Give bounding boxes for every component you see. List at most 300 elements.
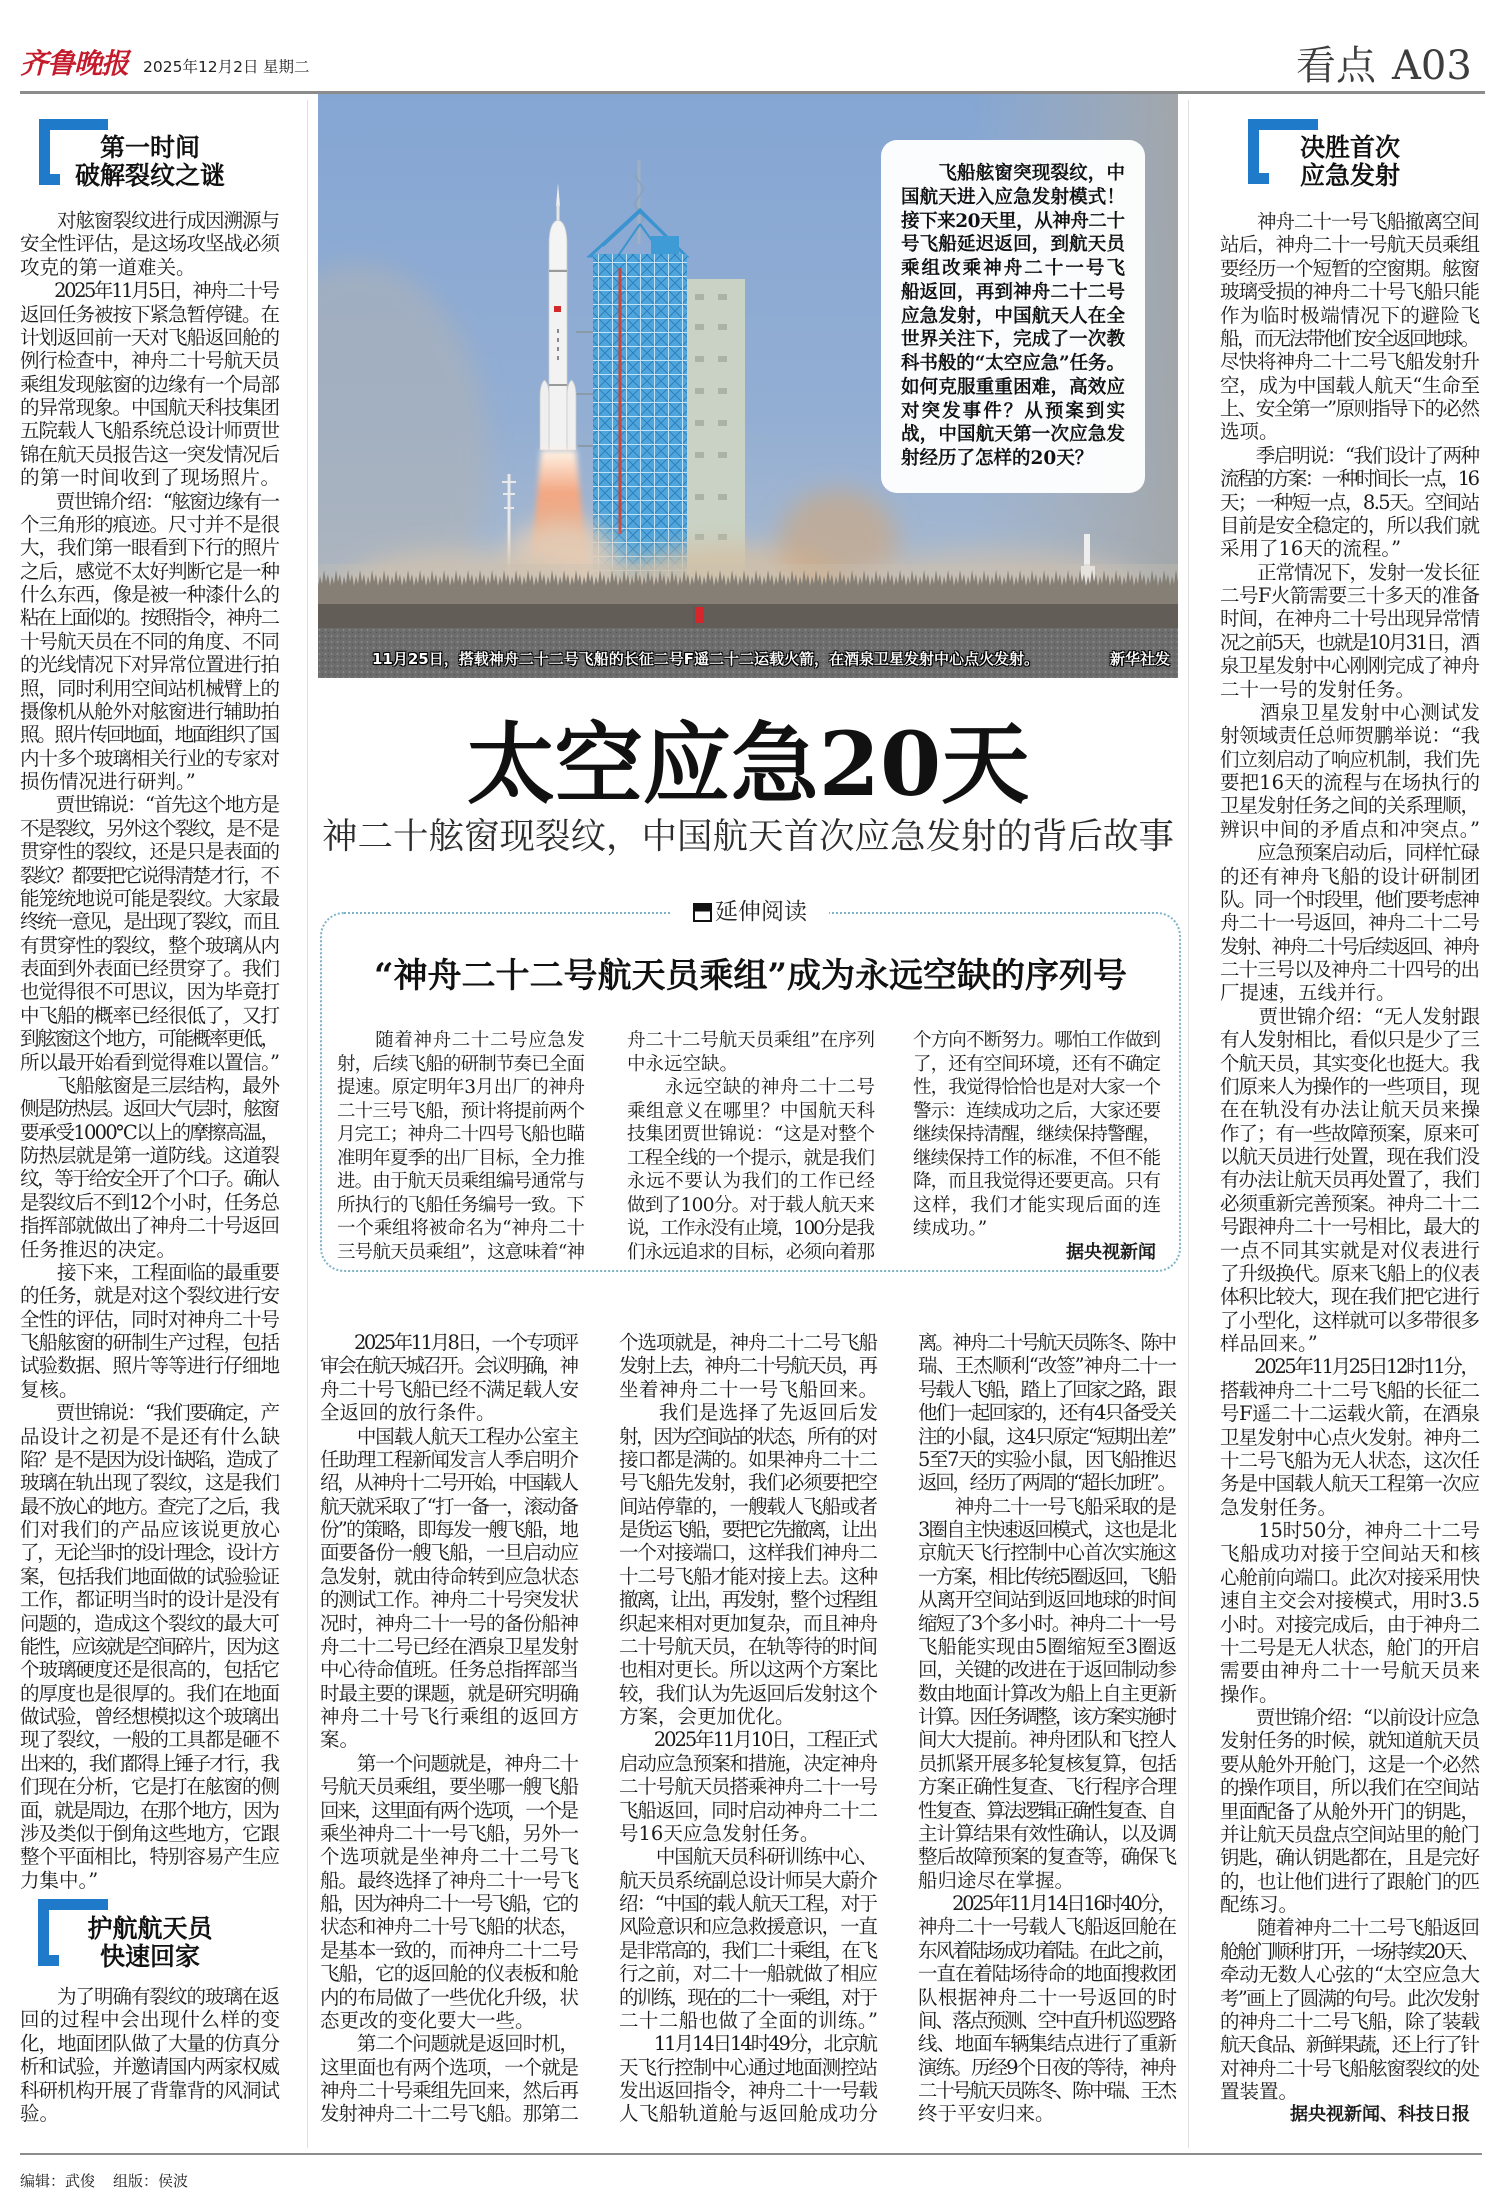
text-line: 有贯穿性的裂纹，整个玻璃从内 — [20, 933, 279, 957]
editor-credit: 编辑：武俊 — [20, 2172, 96, 2190]
text-line: 对神舟二十号飞船舷窗裂纹的处 — [1220, 2056, 1479, 2080]
text-line: 第二个问题就是返回时机， — [320, 2032, 578, 2056]
text-line: 选项。 — [1220, 420, 1279, 444]
text-line: 全性的评估，同时对神舟二十号 — [20, 1307, 279, 1331]
text-line: 终于平安归来。 — [918, 2102, 1055, 2126]
text-line: 尽快将神舟二十二号飞船发射升 — [1220, 350, 1479, 374]
text-line: 案，包括我们地面做的试验验证 — [20, 1564, 279, 1588]
extended-reading-source: 据央视新闻 — [1066, 1241, 1156, 1263]
extended-reading-label — [671, 898, 829, 926]
text-line: 计算。因任务调整，该方案实施时 — [918, 1705, 1175, 1728]
text-line: 接下来20天里，从神舟二十 — [901, 210, 1125, 232]
reading-icon — [693, 903, 712, 922]
text-line: 神舟二十一号飞船采取的是 — [918, 1494, 1176, 1518]
text-line: 在在轨没有办法让航天员来操 — [1220, 1098, 1481, 1122]
issue-weekday: 星期二 — [263, 58, 310, 76]
text-line: 了小型化，这样就可以多带很多 — [1220, 1308, 1479, 1332]
text-line: 间站停靠的，一艘载人飞船或者 — [619, 1494, 877, 1518]
text-line: 乘组意义在哪里？中国航天科 — [627, 1100, 876, 1122]
text-line: 所执行的飞船任务编号一致。下 — [337, 1194, 585, 1216]
text-line: 他们一起回家的，还有4只备受关 — [918, 1401, 1176, 1425]
layout-credit: 组版：侯波 — [113, 2172, 189, 2190]
text-line: 五院载人飞船系统总设计师贾世 — [20, 419, 279, 443]
text-line: 贾世锦介绍：“以前设计应急 — [1220, 1706, 1479, 1729]
text-line: 人飞船轨道舱与返回舱成功分 — [619, 2102, 879, 2126]
text-line: 乘组改乘神舟二十一号飞 — [901, 258, 1128, 279]
text-line: 天；一种短一点，8.5天。空间站 — [1220, 490, 1479, 514]
text-line: 贾世锦介绍：“舷窗边缘有一 — [20, 489, 279, 513]
text-line: 们永远追求的目标，必须向着那 — [627, 1241, 875, 1263]
text-line: 个选项就是，神舟二十二号飞船 — [619, 1331, 877, 1354]
text-line: 小时。对接完成后，由于神舟二 — [1220, 1612, 1479, 1636]
text-line: 摄像机从舱外对舷窗进行辅助拍 — [20, 699, 279, 723]
text-line: 船，而无法带他们安全返回地球。 — [1220, 326, 1478, 350]
text-line: 的，也让他们进行了跟舱门的匹 — [1220, 1869, 1479, 1893]
text-line: 是货运飞船，要把它先撤离，让出 — [619, 1518, 876, 1541]
article-body-column-1 — [320, 1331, 579, 2126]
text-line: 我们是选择了先返回后发 — [619, 1401, 879, 1425]
text-line: 船，因为神舟二十一号飞船，它的 — [320, 1892, 577, 1915]
text-line: 一直在着陆场待命的地面搜救团 — [918, 1962, 1176, 1986]
text-line: 内的布局做了一些优化升级，状 — [320, 1985, 578, 2009]
text-line: 主计算结果有效性确认，以及调 — [918, 1821, 1176, 1845]
text-line: 任助理工程新闻发言人季启明介 — [320, 1447, 578, 1471]
text-line: 射经历了怎样的20天？ — [901, 448, 1094, 469]
text-line: 要从舱外开舱门，这是一个必然 — [1220, 1752, 1479, 1776]
text-line: 二十号航天员搭乘神舟二十一号 — [619, 1775, 877, 1799]
text-line: 警示：连续成功之后，大家还要 — [913, 1100, 1161, 1122]
text-line: 安全性评估，是这场攻坚战必须 — [20, 232, 279, 256]
text-line: 必须重新完善预案。神舟二十二 — [1220, 1191, 1479, 1215]
text-line: 们对我们的产品应该说更放心 — [20, 1518, 281, 1541]
text-line: 风险意识和应急救援意识，一直 — [619, 1915, 877, 1939]
text-line: 析和试验，并邀请国内两家权威 — [20, 2055, 279, 2079]
text-line: 号跟神舟二十一号相比，最大的 — [1220, 1215, 1479, 1239]
text-line: 东风着陆场成功着陆。在此之前， — [918, 1938, 1175, 1962]
text-line: 神舟二十号飞行乘组的返回方 — [320, 1705, 580, 1728]
text-line: 舟二十二号航天员乘组”在序列 — [627, 1030, 875, 1051]
text-line: 内十多个玻璃相关行业的专家对 — [20, 746, 279, 770]
text-line: 为了明确有裂纹的玻璃在返 — [20, 1985, 279, 2008]
text-line: 的神舟二十二号飞船，除了装载 — [1220, 2009, 1479, 2033]
text-line: 京航天飞行控制中心首次实施这 — [918, 1541, 1176, 1565]
text-line: 月完工；神舟二十四号飞船也瞄 — [337, 1124, 585, 1145]
text-line: 能笼统地说可能是裂纹。大家最 — [20, 886, 279, 910]
text-line: 务是中国载人航天工程第一次应 — [1220, 1472, 1479, 1496]
text-line: 面，就是周边，在那个地方，因为 — [20, 1798, 278, 1822]
text-line: 3圈自主快速返回模式，这也是北 — [918, 1518, 1176, 1541]
text-line: 间、落点预测、空中直升机巡逻路 — [918, 2008, 1175, 2032]
section-heading-escort-home — [20, 1915, 280, 1971]
text-line: 科书般的“太空应急”任务。 — [901, 353, 1125, 374]
text-line: 案。 — [320, 1728, 360, 1752]
text-line: 以航天员进行处置，现在我们没 — [1220, 1145, 1479, 1168]
text-line: 队根据神舟二十一号返回的时 — [918, 1985, 1178, 2009]
text-line: 指挥部就做出了神舟二十号返回 — [20, 1214, 279, 1238]
text-line: 战，中国航天第一次应急发 — [901, 424, 1126, 446]
text-line: 号飞船延迟返回，到航天员 — [901, 234, 1126, 256]
text-line: 号飞船先发射，我们必须要把空 — [619, 1471, 877, 1495]
article-body-column-3 — [918, 1331, 1177, 2126]
text-line: 2025年11月14日16时40分， — [918, 1892, 1175, 1915]
text-line: 第一个问题就是，神舟二十 — [320, 1751, 578, 1775]
text-line: 锦在航天员报告这一突发情况后 — [20, 442, 279, 466]
text-line: 速自主交会对接模式，用时3.5 — [1220, 1589, 1480, 1613]
text-line: 航天员系统副总设计师吴大蔚介 — [619, 1868, 877, 1892]
text-line: 的还有神舟飞船的设计研制团 — [1220, 864, 1481, 888]
text-line: 世界关注下，完成了一次教 — [901, 329, 1126, 351]
text-line: 贾世锦说：“我们要确定，产 — [20, 1401, 279, 1425]
text-line: 中飞船的概率已经很低了，又打 — [20, 1003, 279, 1027]
text-line: 的任务，就是对这个裂纹进行安 — [20, 1284, 279, 1308]
text-line: 所以最开始看到觉得难以置信。” — [20, 1050, 280, 1074]
text-line: 能性，应该就是空间碎片，因为这 — [20, 1634, 278, 1658]
text-line: 正常情况下，发射一发长征 — [1220, 560, 1479, 584]
text-line: 发射神舟二十二号飞船。那第二 — [320, 2102, 578, 2126]
text-line: 乘坐神舟二十一号飞船，另外一 — [320, 1821, 578, 1845]
text-line: 侧是防热层。返回大气层时，舷窗 — [20, 1097, 278, 1121]
text-line: 航天就采取了“打一备一，滚动备 — [320, 1494, 578, 1518]
section-name: 看点 — [1296, 43, 1376, 89]
text-line: 的测试工作。神舟二十号突发状 — [320, 1588, 578, 1612]
text-line: 十号航天员在不同的角度、不同 — [20, 629, 279, 653]
photo-intro-box — [881, 140, 1145, 493]
text-line: 计划返回前一天对飞船返回舱的 — [20, 325, 279, 349]
article-body-right — [1220, 210, 1480, 2127]
text-line: 绍：“中国的载人航天工程，对于 — [619, 1892, 877, 1915]
text-line: 号16天应急发射任务。 — [619, 1821, 820, 1845]
section-heading-first-moment — [20, 134, 280, 190]
text-line: 置装置。 — [1220, 2080, 1299, 2103]
text-line: 什么东西，像是被一种漆什么的 — [20, 583, 279, 606]
text-line: 贾世锦介绍：“无人发射跟 — [1220, 1004, 1480, 1028]
text-line: 工程全线的一个提示，就是我们 — [627, 1147, 875, 1169]
text-line: 二十三号飞船，预计将提前两个 — [337, 1100, 585, 1122]
text-line: 们现在分析，它是打在舷窗的侧 — [20, 1775, 279, 1799]
text-line: 的厚度也是很厚的。我们在地面 — [20, 1681, 279, 1705]
text-line: 工作，都证明当时的设计是没有 — [20, 1588, 279, 1612]
text-line: 二十三号以及神舟二十四号的出 — [1220, 958, 1479, 981]
text-line: 酒泉卫星发射中心测试发 — [1220, 700, 1481, 724]
text-line: 接下来，工程面临的最重要 — [20, 1260, 279, 1284]
text-line: 飞船舷窗突现裂纹，中 — [901, 163, 1126, 184]
text-line: 作了；有一些故障预案，原来可 — [1220, 1121, 1479, 1145]
text-line: 并让航天员盘点空间站里的舱门 — [1220, 1822, 1479, 1846]
text-line: 全返回的放行条件。 — [320, 1401, 496, 1425]
text-line: 是基本一致的，而神舟二十二号 — [320, 1938, 578, 1962]
text-line: 二十号航天员，在轨等待的时间 — [619, 1634, 877, 1658]
text-line: 裂纹？都要把它说得清楚才行，不 — [20, 863, 278, 887]
text-line: 卫星发射中心点火发射。神舟二 — [1220, 1425, 1479, 1449]
text-line: 5至7天的实验小鼠，因飞船推迟 — [918, 1447, 1176, 1471]
text-line: 发射任务的时候，就知道航天员 — [1220, 1729, 1479, 1753]
text-line: 2025年11月8日，一个专项评 — [320, 1331, 577, 1354]
text-line: 间大大提前。神舟团队和飞控人 — [918, 1728, 1176, 1752]
text-line: 终统一意见，是出现了裂纹，而且 — [20, 910, 278, 934]
text-line: 配练习。 — [1220, 1893, 1299, 1916]
text-line: 瑞、王杰顺利“改签”神舟二十一 — [918, 1354, 1176, 1378]
text-line: 力集中。” — [20, 1868, 99, 1892]
text-line: 二十号航天员陈冬、陈中瑞、王杰 — [918, 2079, 1175, 2102]
article-body-left-2 — [20, 1985, 280, 2125]
text-line: 化，地面团队做了大量的仿真分 — [20, 2031, 279, 2055]
text-line: 这里面也有两个选项，一个就是 — [320, 2055, 578, 2079]
text-line: 陷？是不是因为设计缺陷，造成了 — [20, 1447, 278, 1471]
text-line: 2025年11月10日，工程正式 — [619, 1728, 876, 1752]
text-line: 舟二十一号返回，神舟二十二号 — [1220, 911, 1479, 935]
text-line: 攻克的第一道难关。 — [20, 255, 196, 279]
text-line: 的操作项目，所以我们在空间站 — [1220, 1776, 1479, 1800]
text-line: 复核。 — [20, 1377, 79, 1401]
text-line: 一个对接端口，这样我们神舟二 — [619, 1541, 877, 1565]
text-line: 射领域责任总师贺鹏举说：“我 — [1220, 724, 1480, 748]
text-line: 三号航天员乘组”，这意味着“神 — [337, 1241, 585, 1263]
text-line: 心舱前向端口。此次对接采用快 — [1220, 1565, 1479, 1589]
caption-text: 11月25日，搭载神舟二十二号飞船的长征二号F遥二十二运载火箭，在酒泉卫星发射中心点火发射。 — [372, 650, 1039, 668]
text-line: 数由地面计算改为船上自主更新 — [918, 1681, 1176, 1705]
text-line: 表面到外表面已经贯穿了。我们 — [20, 957, 279, 980]
text-line: 况时，神舟二十一号的备份船神 — [320, 1611, 578, 1635]
text-line: 一个乘组将被命名为“神舟二十 — [337, 1218, 585, 1239]
text-line: 任务推迟的决定。 — [20, 1237, 177, 1261]
article-body-column-2 — [619, 1331, 878, 2126]
text-line: 涉及类似于倒角这些地方，它跟 — [20, 1821, 279, 1845]
text-line: 做到了100分。对于载人航天来 — [627, 1194, 875, 1216]
text-line: 体积比较大，现在我们把它进行 — [1220, 1285, 1479, 1309]
text-line: 2025年11月5日，神舟二十号 — [20, 279, 278, 303]
text-line: 员抓紧开展多轮复核复算，包括 — [918, 1751, 1176, 1775]
page-section — [1296, 42, 1472, 90]
text-line: 航天食品、新鲜果蔬，还上行了针 — [1220, 2033, 1478, 2057]
text-line: 神舟二十一号载人飞船返回舱在 — [918, 1915, 1176, 1939]
text-line: 飞船，它的返回舱的仪表板和舱 — [320, 1962, 578, 1986]
article-body-left — [20, 209, 280, 1892]
text-line: 个选项就是坐神舟二十二号飞 — [320, 1845, 580, 1869]
text-line: 神舟二十号乘组先回来，然后再 — [320, 2079, 578, 2102]
section-heading-line: 第一时间 — [99, 133, 200, 162]
text-line: 例行检查中，神舟二十号航天员 — [20, 349, 279, 373]
text-line: 里面配备了从舱外开门的钥匙， — [1220, 1799, 1479, 1823]
page-headline: 太空应急20天 — [466, 712, 1030, 816]
text-line: 发射上去，神舟二十号航天员，再 — [619, 1354, 876, 1378]
extended-reading-label-text: 延伸阅读 — [715, 899, 807, 925]
column-separator-right — [1188, 100, 1189, 2148]
text-line: 船归途尽在掌握。 — [918, 1868, 1075, 1892]
text-line: 个三角形的痕迹。尺寸并不是很 — [20, 512, 279, 536]
text-line: 季启明说：“我们设计了两种 — [1220, 443, 1479, 467]
text-line: 性复查、算法逻辑正确性复查、自 — [918, 1798, 1175, 1822]
text-line: 目前是安全稳定的，所以我们就 — [1220, 513, 1479, 537]
text-line: 有人发射相比，看似只是少了三 — [1220, 1028, 1479, 1052]
text-line: 辨识中间的矛盾点和冲突点。” — [1220, 817, 1481, 841]
text-line: 到舷窗这个地方，可能概率更低， — [20, 1027, 278, 1051]
text-line: 牵动无数人心弦的“太空应急大 — [1220, 1963, 1480, 1987]
section-heading-line: 护航航天员 — [87, 1914, 213, 1943]
article-source: 据央视新闻、科技日报 — [1290, 2104, 1470, 2126]
text-line: 采用了16天的流程。” — [1220, 537, 1402, 561]
text-line: 科研机构开展了背靠背的风洞试 — [20, 2078, 279, 2102]
text-line: 应急发射，中国航天人在全 — [901, 305, 1126, 327]
text-line: 搭载神舟二十二号飞船的长征二 — [1220, 1378, 1479, 1402]
text-line: 上、安全第一”原则指导下的必然 — [1220, 397, 1479, 420]
text-line: 要经历一个短暂的空窗期。舷窗 — [1220, 256, 1479, 280]
text-line: 个方向不断努力。哪怕工作做到 — [913, 1030, 1161, 1051]
text-line: 较，我们认为先返回后发射这个 — [619, 1681, 877, 1705]
text-line: 织起来相对更加复杂，而且神舟 — [619, 1611, 877, 1635]
extended-reading-column-1 — [337, 1029, 585, 1264]
text-line: 国航天进入应急发射模式！ — [901, 186, 1126, 208]
text-line: 照。照片传回地面，地面组织了国 — [20, 723, 278, 747]
text-line: 的光线情况下对异常位置进行拍 — [20, 653, 279, 677]
text-line: 发出返回指令，神舟二十一号载 — [619, 2079, 877, 2102]
text-line: 天飞行控制中心通过地面测控站 — [619, 2055, 877, 2079]
text-line: 对突发事件？从预案到实 — [901, 400, 1128, 422]
section-heading-line: 快速回家 — [99, 1942, 200, 1971]
text-line: 如何克服重重困难，高效应 — [901, 376, 1126, 398]
text-line: 玻璃受损的神舟二十号飞船只能 — [1220, 280, 1479, 304]
text-line: 大，我们第一眼看到下行的照片 — [20, 536, 279, 560]
masthead-logo: 齐鲁晚报 — [20, 47, 129, 80]
text-line: 15时50分，神舟二十二号 — [1220, 1519, 1480, 1542]
text-line: 方案，会更加优化。 — [619, 1705, 795, 1728]
text-line: 要把16天的流程与在场执行的 — [1220, 771, 1481, 794]
text-line: 返回，经历了两周的“超长加班”。 — [918, 1471, 1175, 1495]
text-line: 一点不同其实就是对仪表进行 — [1220, 1238, 1481, 1262]
text-line: 二十一号的发射任务。 — [1220, 677, 1416, 701]
text-line: 了，还有空间环境，还有不确定 — [913, 1053, 1161, 1075]
text-line: 说，工作永没有止境，100分是我 — [627, 1218, 874, 1239]
text-line: 号航天员乘组，要坐哪一艘飞船 — [320, 1775, 578, 1799]
text-line: 的异常现象。中国航天科技集团 — [20, 396, 279, 419]
text-line: 中国航天员科研训练中心、 — [619, 1845, 877, 1869]
text-line: 技集团贾世锦说：“这是对整个 — [627, 1124, 875, 1145]
text-line: 二号F火箭需要三十多天的准备 — [1220, 584, 1480, 607]
photo-caption — [372, 649, 1170, 669]
text-line: 队。同一个时段里，他们要考虑神 — [1220, 887, 1478, 911]
text-line: 之后，感觉不太好判断它是一种 — [20, 559, 279, 583]
text-line: 验。 — [20, 2101, 60, 2125]
text-line: 站后，神舟二十一号航天员乘组 — [1220, 233, 1479, 257]
text-line: 贾世锦说：“首先这个地方是 — [20, 793, 279, 817]
text-line: 随着神舟二十二号应急发 — [337, 1030, 586, 1051]
text-line: 撤离，让出，再发射，整个过程组 — [619, 1588, 876, 1612]
tree-haze — [318, 564, 1178, 604]
text-line: 中心待命值班。任务总指挥部当 — [320, 1658, 578, 1682]
text-line: 永远不要认为我们的工作已经 — [627, 1171, 876, 1192]
text-line: 问题的，造成这个裂纹的最大可 — [20, 1611, 279, 1635]
text-line: 贯穿性的裂纹，还是只是表面的 — [20, 840, 279, 864]
section-heading-line: 破解裂纹之谜 — [74, 161, 225, 190]
text-line: 行之前，对二十一船就做了相应 — [619, 1962, 877, 1986]
page-number: A03 — [1392, 43, 1472, 89]
text-line: 泉卫星发射中心刚刚完成了神舟 — [1220, 654, 1479, 678]
text-line: 状态和神舟二十号飞船的状态， — [320, 1915, 578, 1939]
text-line: 作为临时极端情况下的避险飞 — [1220, 303, 1481, 327]
text-line: 了升级换代。原来飞船上的仪表 — [1220, 1261, 1479, 1285]
text-line: 二十二船也做了全面的训练。” — [619, 2008, 879, 2032]
text-line: 舟二十二号已经在酒泉卫星发射 — [320, 1634, 578, 1658]
text-line: 们原来人为操作的一些项目，现 — [1220, 1074, 1479, 1098]
text-line: 时最主要的课题，就是研究明确 — [320, 1681, 578, 1705]
text-line: 降，而且我觉得还要更高。只有 — [913, 1171, 1161, 1192]
article-body-right-text — [1220, 210, 1480, 2103]
text-line: 是非常高的，我们二十乘组，在飞 — [619, 1938, 876, 1962]
text-line: 船。最终选择了神舟二十一号飞 — [320, 1868, 578, 1892]
text-line: 急发射，就由待命转到应急状态 — [320, 1564, 578, 1588]
text-line: 整后故障预案的复查等，确保飞 — [918, 1845, 1176, 1869]
text-line: 防热层就是第一道防线。这道裂 — [20, 1144, 279, 1167]
column-separator-left — [307, 100, 308, 2148]
text-line: 操作。 — [1220, 1682, 1279, 1706]
launch-photo — [318, 94, 1178, 678]
section-heading-emergency-launch — [1220, 134, 1480, 190]
text-line: 11月14日14时49分，北京航 — [619, 2032, 876, 2056]
text-line: 飞船能实现由5圈缩短至3圈返 — [918, 1634, 1177, 1658]
text-line: 中永远空缺。 — [627, 1053, 739, 1075]
text-line: 继续保持清醒，继续保持警醒， — [913, 1124, 1161, 1145]
text-line: 线、地面车辆集结点进行了重新 — [918, 2032, 1176, 2056]
text-line: 这样，我们才能实现后面的连 — [913, 1194, 1162, 1216]
text-line: 缩短了3个多小时。神舟二十一号 — [918, 1611, 1176, 1635]
text-line: 随着神舟二十二号飞船返回 — [1220, 1916, 1479, 1940]
text-line: 们立刻启动了响应机制，我们先 — [1220, 747, 1479, 771]
text-line: 演练。历经9个日夜的等待，神舟 — [918, 2055, 1176, 2079]
text-line: 个航天员，其实变化也挺大。我 — [1220, 1051, 1479, 1075]
text-line: 厂提速，五线并行。 — [1220, 981, 1396, 1005]
text-line: 审会在航天城召开。会议明确，神 — [320, 1354, 577, 1378]
text-line: 的第一时间收到了现场照片。 — [20, 466, 281, 490]
text-line: 十二号是无人状态，舱门的开启 — [1220, 1635, 1479, 1659]
text-line: 十二号飞船为无人状态，这次任 — [1220, 1448, 1479, 1472]
text-line: 飞船成功对接于空间站天和核 — [1220, 1542, 1481, 1566]
text-line: 2025年11月25日12时11分， — [1220, 1355, 1478, 1379]
text-line: 是裂纹后不到12个小时，任务总 — [20, 1190, 279, 1214]
text-line: 品设计之初是不是还有什么缺 — [20, 1424, 281, 1448]
text-line: 继续保持工作的标准，不但不能 — [913, 1147, 1161, 1169]
text-line: 对舷窗裂纹进行成因溯源与 — [20, 209, 279, 232]
text-line: 样品回来。” — [1220, 1332, 1318, 1355]
photo-intro-text — [901, 162, 1128, 471]
text-line: 也觉得很不可思议，因为毕竟打 — [20, 980, 279, 1004]
text-line: 也相对更长。所以这两个方案比 — [619, 1658, 877, 1682]
text-line: 照，同时利用空间站机械臂上的 — [20, 676, 279, 700]
text-line: 出来的，我们都得上锤子才行，我 — [20, 1751, 278, 1775]
issue-date: 2025年12月2日 — [143, 58, 259, 76]
text-line: 提速。原定明年3月出厂的神舟 — [337, 1077, 585, 1098]
text-line: 续成功。” — [913, 1218, 988, 1239]
text-line: 离。神舟二十号航天员陈冬、陈中 — [918, 1331, 1175, 1354]
extended-reading-column-3 — [913, 1029, 1161, 1264]
text-line: 回来，这里面有两个选项，一个是 — [320, 1798, 577, 1822]
text-line: 应急预案启动后，同样忙碌 — [1220, 841, 1479, 865]
footer-rule — [20, 2153, 1482, 2155]
text-line: 做试验，曾经想模拟这个玻璃出 — [20, 1705, 279, 1728]
text-line: 舟二十号飞船已经不满足载人安 — [320, 1377, 578, 1401]
text-line: 的训练，现在的二十一乘组，对于 — [619, 1985, 876, 2009]
text-line: 飞船舷窗是三层结构，最外 — [20, 1073, 279, 1097]
text-line: 发射、神舟二十号后续返回、神舟 — [1220, 934, 1478, 958]
text-line: 射，因为空间站的状态，所有的对 — [619, 1424, 876, 1448]
text-line: 急发射任务。 — [1220, 1495, 1338, 1519]
text-line: 要承受1000℃以上的摩擦高温， — [20, 1120, 279, 1144]
text-line: 射，后续飞船的研制节奏已全面 — [337, 1053, 585, 1075]
text-line: 十二号飞船才能对接上去。这种 — [619, 1564, 877, 1588]
text-line: 返回任务被按下紧急暂停键。在 — [20, 302, 279, 326]
text-line: 纹，等于给安全开了个口子。确认 — [20, 1167, 278, 1191]
page-subheadline: 神二十舷窗现裂纹，中国航天首次应急发射的背后故事 — [321, 816, 1174, 857]
text-line: 飞船返回，同时启动神舟二十二 — [619, 1798, 877, 1822]
text-line: 进。由于航天员乘组编号通常与 — [337, 1171, 585, 1192]
